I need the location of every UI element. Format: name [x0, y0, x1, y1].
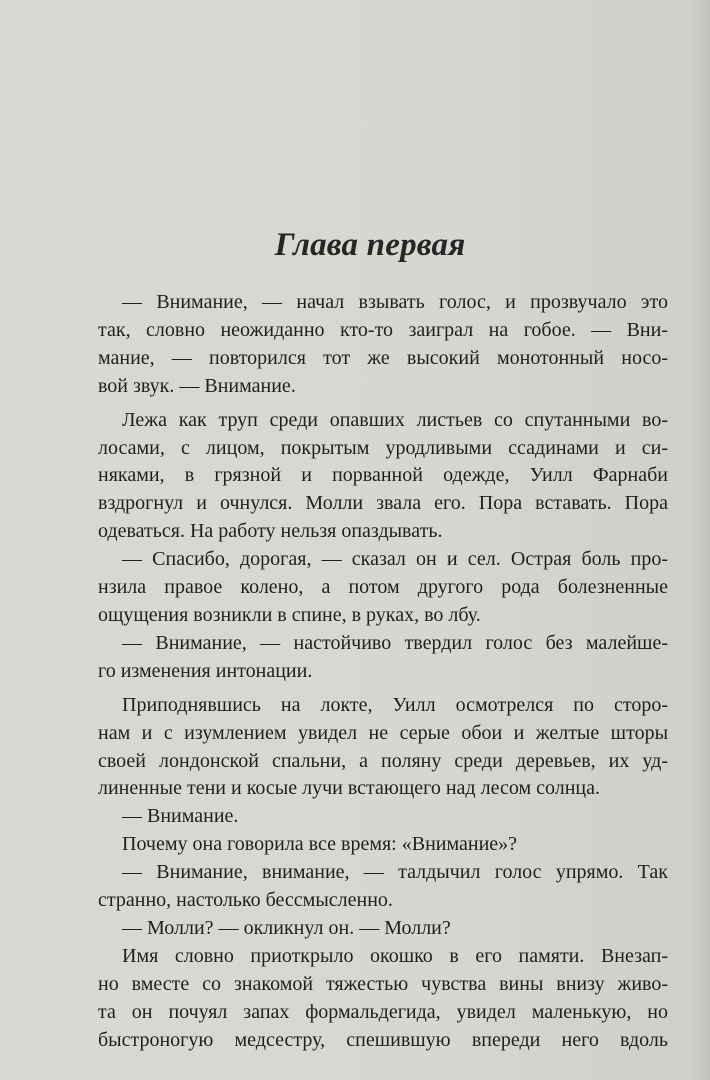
chapter-title: Глава первая — [274, 227, 466, 263]
text-line: Приподнявшись на локте, Уилл осмотрелся по сторо- — [122, 693, 668, 716]
text-line: няками, в грязной и порванной одежде, Уилл Фарнаби — [98, 464, 668, 487]
text-line: Лежа как труп среди опавших листьев со спутанными во- — [122, 408, 668, 431]
text-line: го изменения интонации. — [98, 659, 313, 682]
text-line: — Внимание, — начал взывать голос, и прозвучало это — [122, 291, 668, 313]
text-line: нам и с изумлением увидел не серые обои и желтые шторы — [98, 721, 668, 744]
text-line: мание, — повторился тот же высокий монотонный носо- — [98, 346, 668, 369]
page-edge-shadow — [692, 0, 710, 1080]
text-line: — Внимание. — [122, 805, 239, 828]
text-line: Имя словно приоткрыло окошко в его памяти. Внезап- — [122, 944, 668, 967]
text-line: лосами, с лицом, покрытым уродливыми ссадинами и си- — [98, 436, 668, 459]
text-line: та он почуял запах формальдегида, увидел маленькую, но — [98, 1000, 668, 1023]
text-line: линенные тени и косые лучи встающего над лесом солнца. — [98, 777, 600, 800]
text-line: странно, настолько бессмысленно. — [98, 889, 393, 912]
text-line: — Молли? — окликнул он. — Молли? — [122, 916, 451, 939]
text-line: быстроногую медсестру, спешившую впереди него вдоль — [98, 1028, 668, 1051]
text-line: нзила правое колено, а потом другого рода болезненные — [98, 576, 668, 599]
text-line: — Спасибо, дорогая, — сказал он и сел. Острая боль про- — [122, 548, 668, 571]
chapter-body — [98, 289, 668, 1054]
text-line: вздрогнул и очнулся. Молли звала его. Пора вставать. Пора — [98, 492, 668, 515]
text-line: — Внимание, — настойчиво твердил голос без малейше- — [122, 631, 668, 654]
text-line: ощущения возникли в спине, в руках, во лбу. — [98, 603, 481, 626]
text-line: своей лондонской спальни, а поляну среди деревьев, их уд- — [98, 749, 668, 772]
text-line: — Внимание, внимание, — талдычил голос упрямо. Так — [122, 861, 668, 884]
text-line: вой звук. — Внимание. — [98, 374, 296, 397]
text-line: одеваться. На работу нельзя опаздывать. — [98, 520, 443, 543]
text-line: так, словно неожиданно кто-то заиграл на гобое. — Вни- — [98, 318, 668, 341]
text-line: но вместе со знакомой тяжестью чувства вины внизу живо- — [98, 972, 668, 995]
text-line: Почему она говорила все время: «Внимание»? — [122, 833, 518, 856]
